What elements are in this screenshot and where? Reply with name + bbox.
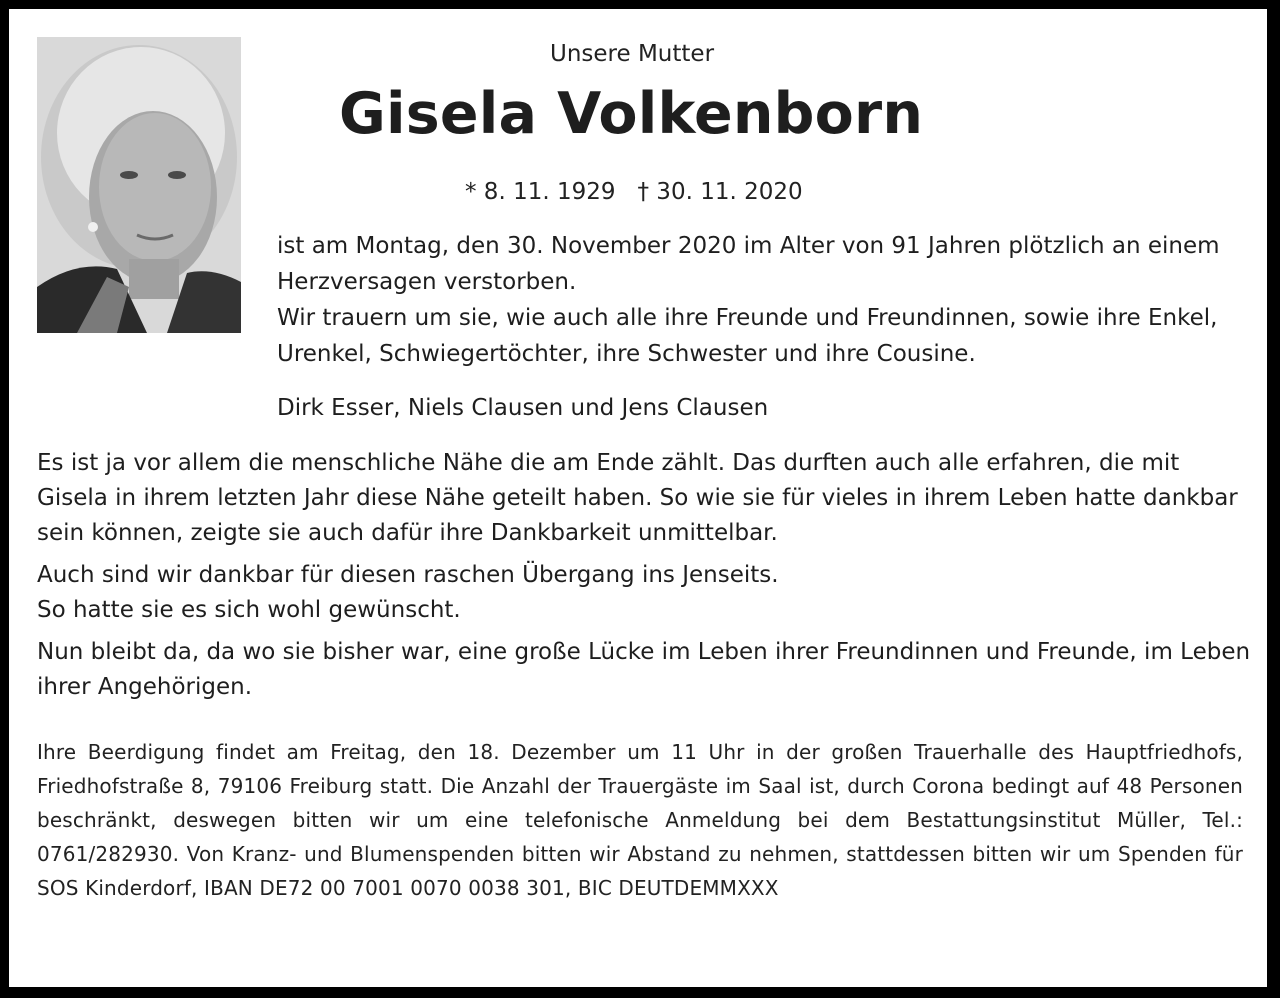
announcement-paragraph: ist am Montag, den 30. November 2020 im Alter von 91 Jahren plötzlich an einem Herzversagen verstorben.: [277, 233, 1220, 295]
death-announcement: [277, 228, 1252, 372]
death-date: † 30. 11. 2020: [637, 179, 803, 205]
obituary-card: [9, 9, 1267, 987]
announcement-paragraph: Wir trauern um sie, wie auch alle ihre Freunde und Freundinnen, sowie ihre Enkel, Urenkel, Schwiegertöchter, ihre Schwester und ihre Cousine.: [277, 305, 1218, 367]
funeral-notice: Ihre Beerdigung findet am Freitag, den 18. Dezember um 11 Uhr in der großen Trauerhalle des Hauptfriedhofs, Friedhofstraße 8, 79106 Freiburg statt. Die Anzahl der Trauergäste im Saal ist, durch Corona bedingt auf 48 Personen beschränkt, deswegen bitten wir um eine telefonische Anmeldung bei dem Bestattungsinstitut Müller, Tel.: 0761/282930. Von Kranz- und Blumenspenden bitten wir Abstand zu nehmen, stattdessen bitten wir um Spenden für SOS Kinderdorf, IBAN DE72 00 7001 0070 0038 301, BIC DEUTDEMMXXX: [37, 740, 1243, 900]
intro-line: Unsere Mutter: [550, 41, 715, 67]
portrait-photo: [37, 37, 241, 333]
tribute-paragraph: [37, 558, 1252, 628]
tribute-line: So hatte sie es sich wohl gewünscht.: [37, 597, 461, 623]
deceased-name: Gisela Volkenborn: [339, 81, 924, 147]
tribute-line: Auch sind wir dankbar für diesen raschen Übergang ins Jenseits.: [37, 562, 779, 588]
tribute-text: [37, 446, 1252, 712]
tribute-paragraph: Es ist ja vor allem die menschliche Nähe die am Ende zählt. Das durften auch alle erfahren, die mit Gisela in ihrem letzten Jahr diese Nähe geteilt haben. So wie sie für vieles in ihrem Leben hatte dankbar sein können, zeigte sie auch dafür ihre Dankbarkeit unmittelbar.: [37, 450, 1238, 546]
life-dates: [465, 179, 803, 205]
tribute-paragraph: Nun bleibt da, da wo sie bisher war, eine große Lücke im Leben ihrer Freundinnen und Freunde, im Leben ihrer Angehörigen.: [37, 639, 1251, 700]
signers: Dirk Esser, Niels Clausen und Jens Clausen: [277, 395, 769, 421]
birth-date: * 8. 11. 1929: [465, 179, 616, 205]
